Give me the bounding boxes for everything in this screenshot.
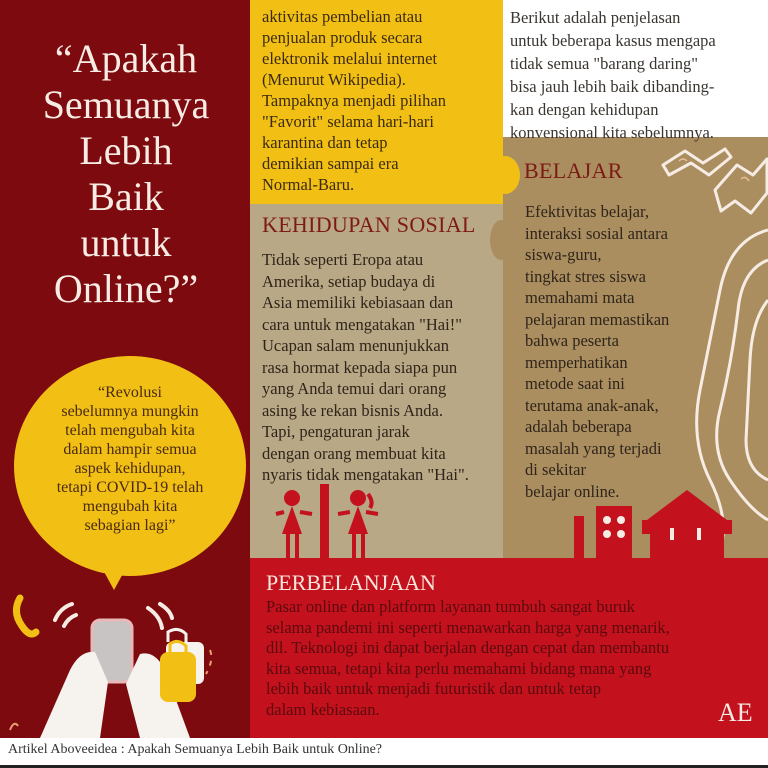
- text-line: (Menurut Wikipedia).: [262, 70, 406, 89]
- text-line: Amerika, setiap budaya di: [262, 271, 436, 291]
- quote-line: sebelumnya mungkin: [61, 403, 199, 420]
- text-line: nyaris tidak mengatakan "Hai".: [262, 465, 469, 484]
- text-line: rasa hormat kepada siapa pun: [262, 357, 458, 377]
- text-line: "Favorit" selama hari-hari: [262, 112, 434, 131]
- text-line: elektronik melalui internet: [262, 49, 438, 68]
- quote-line: “Revolusi: [98, 384, 162, 401]
- text-line: demikian sampai era: [262, 154, 399, 173]
- text-line: kan dengan kehidupan: [510, 100, 659, 119]
- text-line: terutama anak-anak,: [525, 395, 659, 415]
- title-line: Baik: [88, 174, 164, 219]
- text-line: metode saat ini: [525, 374, 625, 393]
- text-line: tidak semua "barang daring": [510, 54, 699, 73]
- text-line: penjualan produk secara: [262, 28, 423, 47]
- text-line: Normal-Baru.: [262, 175, 355, 194]
- quote-text: [26, 383, 234, 535]
- quote-bubble-tail: [102, 568, 126, 590]
- text-line: Ucapan salam menunjukkan: [262, 336, 449, 355]
- text-line: aktivitas pembelian atau: [262, 7, 423, 26]
- section-heading-social: KEHIDUPAN SOSIAL: [262, 212, 476, 237]
- text-line: Pasar online dan platform layanan tumbuh sangat buruk: [266, 597, 635, 616]
- shopping-text: [266, 597, 766, 720]
- title-line: Online?”: [53, 266, 199, 311]
- brand-logo: AE: [718, 698, 753, 727]
- page-title: [10, 36, 242, 312]
- quote-line: tetapi COVID-19 telah: [56, 479, 204, 496]
- quote-line: aspek kehidupan,: [74, 460, 186, 477]
- title-line: Semuanya: [42, 82, 210, 127]
- text-line: konvensional kita sebelumnya.: [510, 123, 714, 142]
- text-line: masalah yang terjadi: [525, 438, 662, 458]
- title-line: “Apakah: [54, 36, 198, 81]
- text-line: adalah beberapa: [525, 417, 632, 436]
- quote-line: dalam hampir semua: [63, 441, 197, 458]
- text-line: pelajaran memastikan: [525, 309, 670, 329]
- text-line: interaksi sosial antara: [525, 223, 668, 243]
- footer-caption: Artikel Aboveeidea : Apakah Semuanya Lebih Baik untuk Online?: [8, 742, 383, 757]
- text-line: dalam kebiasaan.: [266, 699, 380, 719]
- title-line: untuk: [80, 220, 172, 265]
- text-line: Berikut adalah penjelasan: [510, 8, 681, 27]
- text-line: cara untuk mengatakan "Hai!": [262, 314, 462, 334]
- text-line: lebih baik untuk menjadi futuristik dan untuk tetap: [266, 679, 601, 698]
- intro-yellow-text: [262, 6, 502, 195]
- children-distance-icon: [268, 484, 388, 560]
- title-line: Lebih: [79, 128, 173, 173]
- text-line: Tapi, pengaturan jarak: [262, 422, 410, 441]
- text-line: memperhatikan: [525, 352, 628, 372]
- text-line: selama pandemi ini seperti menawarkan harga yang menarik,: [266, 617, 670, 637]
- text-line: bahwa peserta: [525, 331, 619, 350]
- text-line: asing ke rekan bisnis Anda.: [262, 400, 444, 420]
- text-line: belajar online.: [525, 481, 620, 501]
- text-line: Efektivitas belajar,: [525, 202, 649, 221]
- text-line: Tidak seperti Eropa atau: [262, 250, 424, 269]
- section-heading-shopping: PERBELANJAAN: [266, 570, 436, 595]
- social-text: [262, 249, 507, 486]
- belajar-text: [525, 201, 715, 502]
- text-line: di sekitar: [525, 460, 586, 479]
- quote-line: telah mengubah kita: [65, 422, 195, 439]
- section-heading-belajar: BELAJAR: [524, 158, 623, 183]
- text-line: memahami mata: [525, 288, 635, 307]
- quote-line: mengubah kita: [82, 498, 178, 515]
- text-line: kita semua, tetapi kita perlu memahami bidang mana yang: [266, 658, 652, 678]
- text-line: siswa-guru,: [525, 245, 602, 264]
- text-line: tingkat stres siswa: [525, 266, 646, 286]
- intro-white-text: [510, 6, 768, 144]
- text-line: Tampaknya menjadi pilihan: [262, 91, 446, 110]
- text-line: Asia memiliki kebiasaan dan: [262, 293, 454, 312]
- houses-icon: [572, 490, 742, 560]
- text-line: yang Anda temui dari orang: [262, 379, 447, 398]
- quote-line: sebagian lagi”: [84, 517, 176, 534]
- text-line: untuk beberapa kasus mengapa: [510, 31, 716, 50]
- text-line: bisa jauh lebih baik dibanding-: [510, 77, 715, 96]
- text-line: dll. Teknologi ini dapat berjalan dengan cepat dan membantu: [266, 638, 670, 657]
- phone-hands-icon: [0, 590, 250, 738]
- text-line: dengan orang membuat kita: [262, 443, 446, 463]
- text-line: karantina dan tetap: [262, 133, 388, 152]
